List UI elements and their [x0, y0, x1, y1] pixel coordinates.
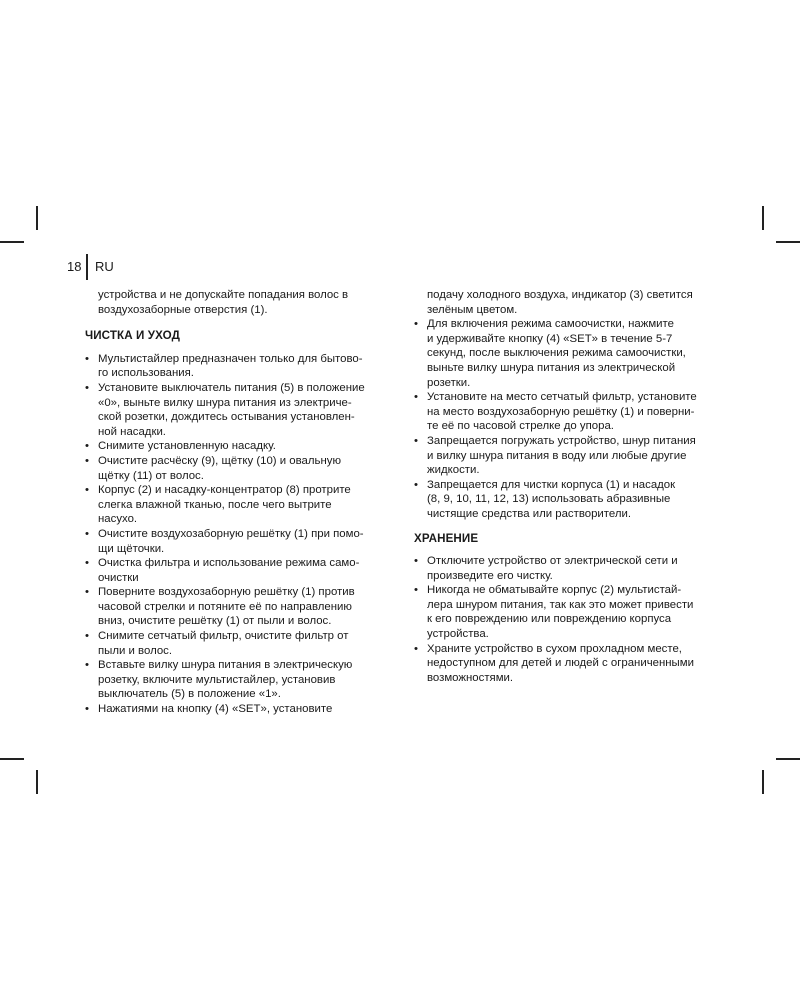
- text-line: и вилку шнура питания в воду или любые другие: [427, 449, 687, 462]
- text-line: Очистите расчёску (9), щётку (10) и овальную: [98, 454, 341, 467]
- text-line: Отключите устройство от электрической сети и: [427, 555, 678, 568]
- text-line: Для включения режима самоочистки, нажмите: [427, 318, 674, 331]
- text-line: Очистка фильтра и использование режима само-: [98, 557, 360, 570]
- intro-paragraph: [98, 288, 388, 317]
- list-item: [85, 439, 388, 454]
- text-line: го использования.: [98, 367, 194, 380]
- text-line: Снимите установленную насадку.: [98, 440, 276, 453]
- list-item: [85, 381, 388, 439]
- text-line: воздухозаборные отверстия (1).: [98, 303, 268, 316]
- list-item: [85, 556, 388, 585]
- text-line: Запрещается погружать устройство, шнур питания: [427, 434, 696, 447]
- right-column: [414, 288, 724, 685]
- text-line: Корпус (2) и насадку-концентратор (8) протрите: [98, 484, 351, 497]
- text-line: возможностями.: [427, 671, 514, 684]
- crop-mark: [762, 206, 764, 230]
- list-item: [85, 483, 388, 527]
- language-code: RU: [95, 259, 114, 274]
- list-item: [414, 317, 724, 390]
- list-item: [414, 583, 724, 641]
- crop-mark: [776, 241, 800, 243]
- text-line: «0», выньте вилку шнура питания из электриче-: [98, 396, 352, 409]
- text-line: выньте вилку шнура питания из электрической: [427, 361, 676, 374]
- crop-mark: [36, 206, 38, 230]
- storage-list: [414, 554, 724, 685]
- text-line: вниз, очистите решётку (1) от пыли и волос.: [98, 615, 332, 628]
- text-line: выключатель (5) в положение «1».: [98, 688, 281, 701]
- text-line: Установите на место сетчатый фильтр, установите: [427, 391, 697, 404]
- crop-mark: [762, 770, 764, 794]
- text-line: Храните устройство в сухом прохладном месте,: [427, 642, 682, 655]
- text-line: ной насадки.: [98, 425, 166, 438]
- text-line: ской розетки, дождитесь остывания установлен-: [98, 411, 355, 424]
- text-line: Установите выключатель питания (5) в положение: [98, 381, 365, 394]
- text-line: Никогда не обматывайте корпус (2) мультистай-: [427, 584, 682, 597]
- list-item: [414, 478, 724, 522]
- text-line: произведите его чистку.: [427, 569, 553, 582]
- list-item: [414, 554, 724, 583]
- list-item: [85, 702, 388, 717]
- text-line: щётку (11) от волос.: [98, 469, 204, 482]
- header-separator: [86, 254, 88, 280]
- text-line: и удерживайте кнопку (4) «SET» в течение 5-7: [427, 332, 673, 345]
- list-item: [85, 629, 388, 658]
- text-line: часовой стрелки и потяните её по направлению: [98, 600, 352, 613]
- text-line: те её по часовой стрелке до упора.: [427, 420, 614, 433]
- list-item: [85, 527, 388, 556]
- text-line: очистки: [98, 571, 139, 584]
- text-line: лера шнуром питания, так как это может привести: [427, 598, 694, 611]
- text-line: насухо.: [98, 513, 138, 526]
- list-item: [85, 658, 388, 702]
- left-column: [85, 288, 388, 717]
- text-line: чистящие средства или растворители.: [427, 507, 632, 520]
- text-line: Мультистайлер предназначен только для бытово-: [98, 352, 363, 365]
- text-line: (8, 9, 10, 11, 12, 13) использовать абразивные: [427, 493, 671, 506]
- cleaning-list: [85, 352, 388, 717]
- cleaning-list-continued: [414, 317, 724, 521]
- text-line: недоступном для детей и людей с ограниченными: [427, 657, 694, 670]
- text-line: устройства и не допускайте попадания волос в: [98, 289, 349, 301]
- text-line: Поверните воздухозаборную решётку (1) против: [98, 586, 355, 599]
- text-line: Нажатиями на кнопку (4) «SET», установите: [98, 703, 333, 716]
- text-line: розетки.: [427, 376, 471, 389]
- text-line: слегка влажной тканью, после чего вытрите: [98, 498, 332, 511]
- crop-mark: [0, 758, 24, 760]
- text-line: Снимите сетчатый фильтр, очистите фильтр от: [98, 630, 349, 643]
- section-heading-cleaning: ЧИСТКА И УХОД: [85, 329, 180, 343]
- text-line: Очистите воздухозаборную решётку (1) при помо-: [98, 527, 364, 540]
- text-line: зелёным цветом.: [427, 303, 518, 316]
- text-line: пыли и волос.: [98, 644, 173, 657]
- continued-paragraph: [414, 288, 724, 317]
- list-item: [85, 352, 388, 381]
- text-line: устройства.: [427, 628, 489, 641]
- crop-mark: [0, 241, 24, 243]
- text-line: щи щёточки.: [98, 542, 165, 555]
- text-line: Запрещается для чистки корпуса (1) и насадок: [427, 478, 676, 491]
- list-item: [414, 642, 724, 686]
- crop-mark: [776, 758, 800, 760]
- list-item: [85, 585, 388, 629]
- crop-mark: [36, 770, 38, 794]
- text-line: секунд, после выключения режима самоочистки,: [427, 347, 686, 360]
- list-item: [414, 434, 724, 478]
- page-number: 18: [67, 259, 82, 274]
- section-heading-storage: ХРАНЕНИЕ: [414, 531, 479, 545]
- text-line: Вставьте вилку шнура питания в электрическую: [98, 659, 353, 672]
- text-line: подачу холодного воздуха, индикатор (3) светится: [427, 289, 693, 301]
- text-line: на место воздухозаборную решётку (1) и поверни-: [427, 405, 695, 418]
- list-item: [85, 454, 388, 483]
- text-line: жидкости.: [427, 464, 480, 477]
- text-line: к его повреждению или повреждению корпуса: [427, 613, 672, 626]
- text-line: розетку, включите мультистайлер, установив: [98, 673, 336, 686]
- list-item: [414, 390, 724, 434]
